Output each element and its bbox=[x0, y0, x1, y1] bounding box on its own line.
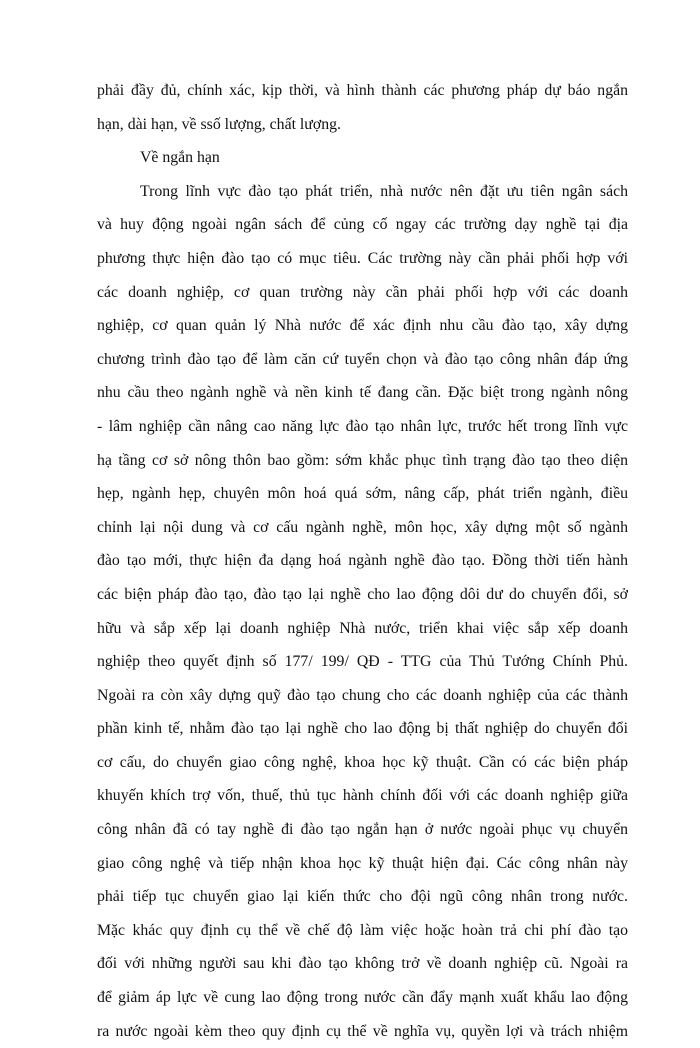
text-line: các biện pháp đào tạo, đào tạo lại nghề cho lao động dôi dư do chuyển đổi, sở bbox=[97, 585, 628, 603]
text-line: hữu và sắp xếp lại doanh nghiệp Nhà nước, triển khai việc sắp xếp doanh bbox=[97, 619, 628, 637]
text-line: phải tiếp tục chuyển giao lại kiến thức cho đội ngũ công nhân trong nước. bbox=[97, 888, 628, 906]
text-line: để giảm áp lực về cung lao động trong nước cần đẩy mạnh xuất khẩu lao động bbox=[97, 989, 628, 1007]
text-line: Trong lĩnh vực đào tạo phát triển, nhà nước nên đặt ưu tiên ngân sách bbox=[140, 182, 628, 200]
body-text bbox=[97, 74, 628, 1048]
text-line: - lâm nghiệp cần nâng cao năng lực đào tạo nhân lực, trước hết trong lĩnh vực bbox=[97, 417, 628, 435]
text-line: phải đầy đủ, chính xác, kịp thời, và hình thành các phương pháp dự báo ngắn bbox=[97, 82, 628, 99]
text-line: ra nước ngoài kèm theo quy định cụ thể về nghĩa vụ, quyền lợi và trách nhiệm bbox=[97, 1022, 628, 1040]
text-line: chương trình đào tạo để làm căn cứ tuyển chọn và đào tạo công nhân đáp ứng bbox=[97, 350, 628, 368]
text-line: Ngoài ra còn xây dựng quỹ đào tạo chung cho các doanh nghiệp của các thành bbox=[97, 686, 628, 704]
text-line: các doanh nghiệp, cơ quan trường này cần phải phối hợp với các doanh bbox=[97, 283, 628, 301]
text-line: và huy động ngoài ngân sách để củng cố ngay các trường dạy nghề tại địa bbox=[97, 216, 628, 234]
text-line: hạn, dài hạn, về ssố lượng, chất lượng. bbox=[97, 115, 341, 133]
section-heading: Về ngắn hạn bbox=[140, 149, 220, 167]
text-line: nghiệp, cơ quan quản lý Nhà nước để xác định nhu cầu đào tạo, xây dựng bbox=[97, 317, 628, 335]
text-line: phương thực hiện đào tạo có mục tiêu. Các trường này cần phải phối hợp với bbox=[97, 249, 628, 267]
text-line: công nhân đã có tay nghề đi đào tạo ngắn hạn ở nước ngoài phục vụ chuyển bbox=[97, 821, 628, 839]
text-line: phần kinh tế, nhằm đào tạo lại nghề cho lao động bị thất nghiệp do chuyển đổi bbox=[97, 720, 628, 738]
text-line: chỉnh lại nội dung và cơ cấu ngành nghề, môn học, xây dựng một số ngành bbox=[97, 518, 628, 536]
text-line: hẹp, ngành hẹp, chuyên môn hoá quá sớm, nâng cấp, phát triển ngành, điều bbox=[97, 485, 628, 503]
text-line: giao công nghệ và tiếp nhận khoa học kỹ thuật hiện đại. Các công nhân này bbox=[97, 854, 628, 872]
text-line: đối với những người sau khi đào tạo không trở về doanh nghiệp cũ. Ngoài ra bbox=[97, 955, 628, 973]
text-line: nhu cầu theo ngành nghề và nền kinh tế đang cần. Đặc biệt trong ngành nông bbox=[97, 384, 628, 402]
text-line: hạ tầng cơ sở nông thôn bao gồm: sớm khắc phục tình trạng đào tạo theo diện bbox=[97, 451, 628, 469]
text-line: khuyến khích trợ vốn, thuế, thủ tục hành chính đối với các doanh nghiệp giữa bbox=[97, 787, 628, 805]
text-line: Mặc khác quy định cụ thể về chế độ làm việc hoặc hoàn trả chi phí đào tạo bbox=[97, 921, 628, 939]
text-line: đào tạo mới, thực hiện đa dạng hoá ngành nghề đào tạo. Đồng thời tiến hành bbox=[97, 552, 628, 570]
text-line: cơ cấu, do chuyển giao công nghệ, khoa học kỹ thuật. Cần có các biện pháp bbox=[97, 753, 628, 771]
text-line: nghiệp theo quyết định số 177/ 199/ QĐ - TTG của Thủ Tướng Chính Phủ. bbox=[97, 653, 628, 671]
